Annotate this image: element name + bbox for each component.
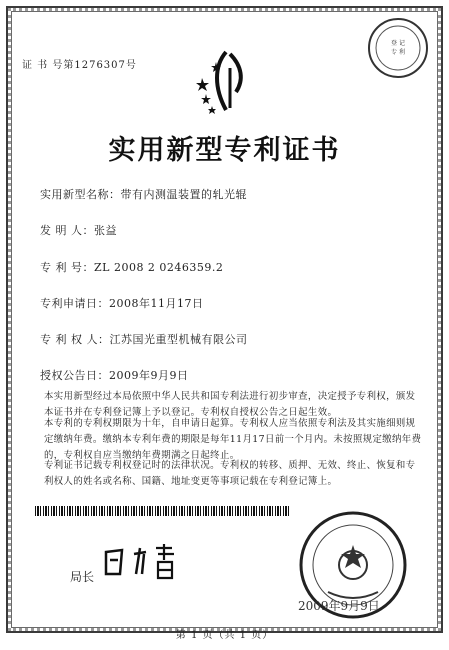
seal-date: 2009年9月9日 xyxy=(298,599,380,613)
field-label: 授权公告日： xyxy=(40,369,109,382)
page-footer: 第 1 页（共 1 页） xyxy=(175,630,274,641)
field-filing-date xyxy=(40,295,204,311)
registration-seal xyxy=(367,17,429,79)
svg-text:登 记: 登 记 xyxy=(391,40,405,47)
field-grant-date xyxy=(40,367,189,383)
paragraph-legal-status: 专利证书记载专利权登记时的法律状况。专利权的转移、质押、无效、终止、恢复和专利权人的姓名或名称、国籍、地址变更等事项记载在专利登记簿上。 xyxy=(44,460,416,487)
field-patentee xyxy=(40,331,248,347)
field-label: 专利申请日： xyxy=(40,297,109,310)
field-value: 带有内测温装置的轧光辊 xyxy=(120,188,247,201)
paragraph-decision: 本实用新型经过本局依照中华人民共和国专利法进行初步审查，决定授予专利权，颁发本证书并在专利登记簿上予以登记。专利权自授权公告之日起生效。 xyxy=(44,391,416,418)
barcode xyxy=(35,506,291,516)
patent-office-logo xyxy=(196,48,258,116)
paragraph-term: 本专利的专利权期限为十年，自申请日起算。专利权人应当依照专利法及其实施细则规定缴纳年费。缴纳本专利年费的期限是每年11月17日前一个月内。未按照规定缴纳年费的，专利权自应当缴纳年费期满之日起终止。 xyxy=(44,418,422,461)
field-patent-number xyxy=(40,259,223,275)
field-label: 专 利 号： xyxy=(40,261,94,274)
director-signature xyxy=(100,540,190,584)
field-label: 专 利 权 人： xyxy=(40,333,110,346)
certificate-number: 证 书 号第1276307号 xyxy=(22,60,137,71)
field-value: 2008年11月17日 xyxy=(109,297,204,310)
field-value: 张益 xyxy=(94,224,117,237)
director-label: 局长 xyxy=(70,570,95,584)
field-label: 实用新型名称： xyxy=(40,188,121,201)
field-value: ZL 2008 2 0246359.2 xyxy=(94,261,224,274)
field-value: 2009年9月9日 xyxy=(109,369,189,382)
field-utility-model-name xyxy=(40,186,247,202)
field-value: 江苏国光重型机械有限公司 xyxy=(109,333,248,346)
field-label: 发 明 人： xyxy=(40,224,94,237)
svg-text:专 利: 专 利 xyxy=(391,49,405,56)
field-inventor xyxy=(40,222,117,238)
certificate-title: 实用新型专利证书 xyxy=(108,135,341,166)
